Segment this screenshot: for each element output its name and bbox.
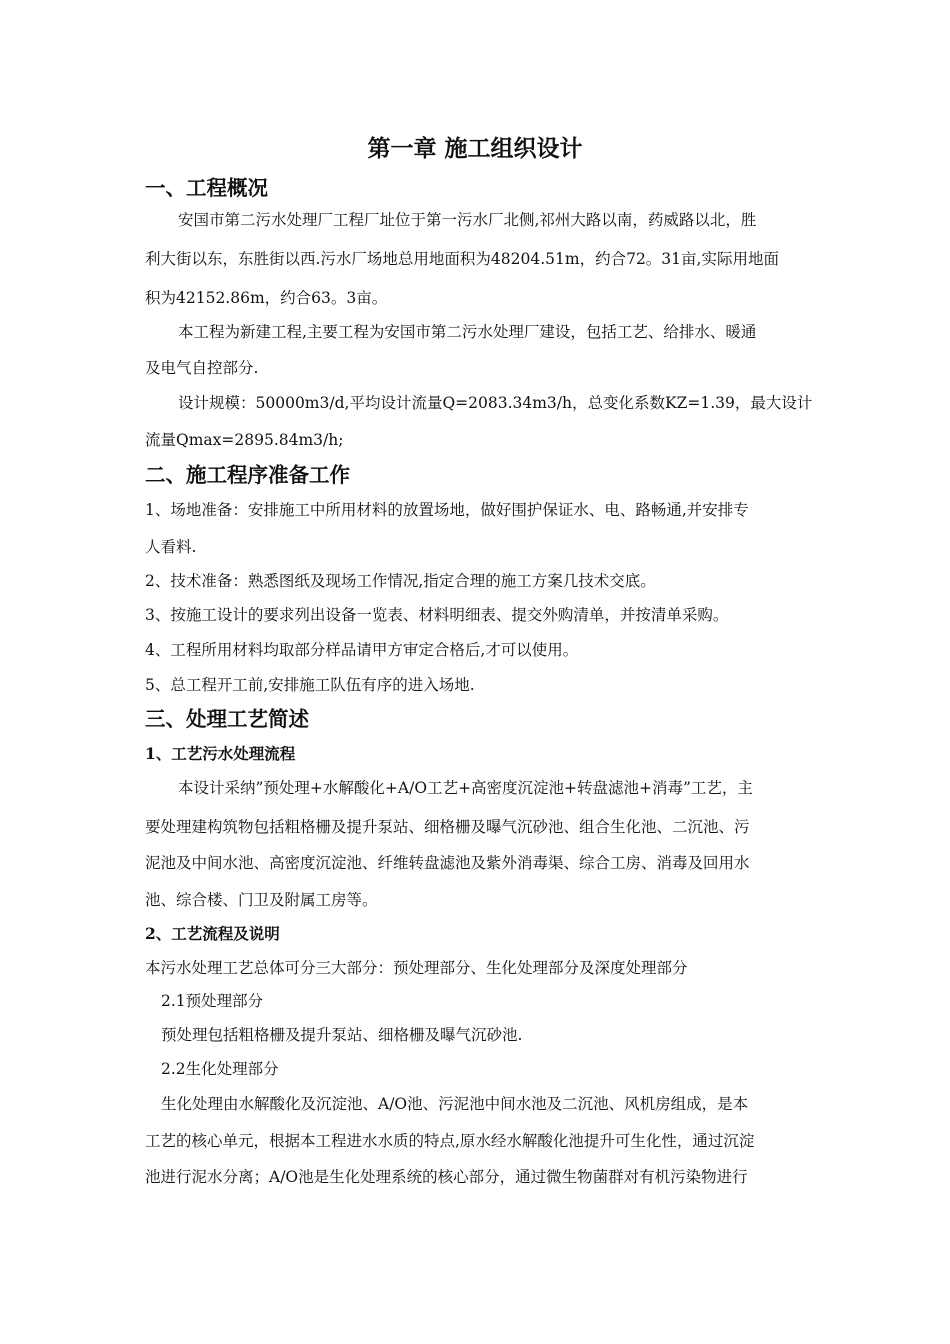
section-heading-preparation: 二、施工程序准备工作 [145,463,350,487]
subsection-heading-flow: 1、工艺污水处理流程 [145,744,296,763]
section-heading-overview: 一、工程概况 [145,176,268,200]
subsection-label: 2.2生化处理部分 [161,1060,279,1078]
paragraph-line: 池进行泥水分离；A/O池是生化处理系统的核心部分，通过微生物菌群对有机污染物进行 [145,1168,748,1186]
paragraph-line: 本污水处理工艺总体可分三大部分：预处理部分、生化处理部分及深度处理部分 [145,959,688,977]
section-heading-process: 三、处理工艺简述 [145,707,309,731]
paragraph-line: 流量Qmax=2895.84m3/h; [145,431,344,449]
list-item: 1、场地准备：安排施工中所用材料的放置场地，做好围护保证水、电、路畅通,并安排专 [145,501,749,519]
subsection-label: 2.1预处理部分 [161,992,264,1010]
paragraph-line: 安国市第二污水处理厂工程厂址位于第一污水厂北侧,祁州大路以南，药威路以北，胜 [178,211,757,229]
paragraph-line: 工艺的核心单元，根据本工程进水水质的特点,原水经水解酸化池提升可生化性，通过沉淀 [145,1132,755,1150]
subsection-heading-description: 2、工艺流程及说明 [145,924,280,943]
list-item: 2、技术准备：熟悉图纸及现场工作情况,指定合理的施工方案几技术交底。 [145,572,656,590]
paragraph-line: 本设计采纳”预处理+水解酸化+A/O工艺+高密度沉淀池+转盘滤池+消毒”工艺，主 [178,779,753,797]
chapter-title: 第一章 施工组织设计 [367,135,583,162]
paragraph-line: 积为42152.86m，约合63。3亩。 [145,289,388,307]
paragraph-line: 及电气自控部分. [145,359,259,377]
paragraph-line: 本工程为新建工程,主要工程为安国市第二污水处理厂建设，包括工艺、给排水、暖通 [178,323,757,341]
list-item: 5、总工程开工前,安排施工队伍有序的进入场地. [145,676,475,694]
list-item: 4、工程所用材料均取部分样品请甲方审定合格后,才可以使用。 [145,641,579,659]
paragraph-line: 预处理包括粗格栅及提升泵站、细格栅及曝气沉砂池. [161,1026,523,1044]
paragraph-line: 泥池及中间水池、高密度沉淀池、纤维转盘滤池及紫外消毒渠、综合工房、消毒及回用水 [145,854,750,872]
paragraph-line: 要处理建构筑物包括粗格栅及提升泵站、细格栅及曝气沉砂池、组合生化池、二沉池、污 [145,818,750,836]
paragraph-line: 利大街以东，东胜街以西.污水厂场地总用地面积为48204.51m，约合72。31亩,实际用地面 [145,250,779,268]
list-item: 3、按施工设计的要求列出设备一览表、材料明细表、提交外购清单，并按清单采购。 [145,606,729,624]
paragraph-line: 设计规模：50000m3/d,平均设计流量Q=2083.34m3/h，总变化系数KZ=1.39，最大设计 [178,394,813,412]
paragraph-line: 生化处理由水解酸化及沉淀池、A/O池、污泥池中间水池及二沉池、风机房组成，是本 [161,1095,749,1113]
paragraph-line: 池、综合楼、门卫及附属工房等。 [145,891,378,909]
list-item: 人看料. [145,538,197,556]
